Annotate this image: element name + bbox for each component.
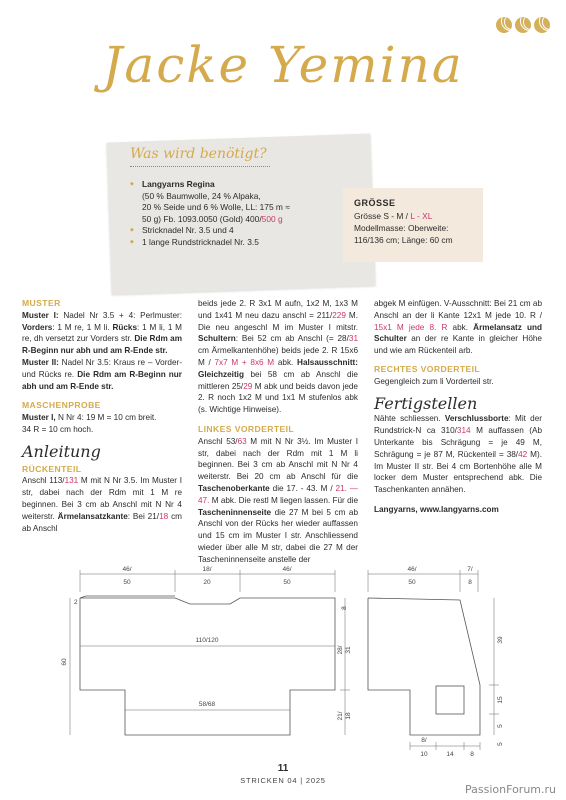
size-heading: GRÖSSE	[354, 198, 396, 208]
paragraph: Nähte schliessen. Verschlussborte: Mit der Rundstrick-N ca 310/314 M auffassen (Ab Unterkante bis Schrägung = je 49 M, Schrägung = je 87 M, Rückenteil = 38/42 M). Im Muster II str. Bei 4 cm Bortenhöhe alle M locker dem Muster entsprechend abk. Die Taschenkanten annähen.	[374, 414, 543, 495]
dimension-lines	[368, 570, 499, 750]
dim-label: 10	[420, 751, 428, 758]
page-number: 11	[277, 763, 289, 774]
size-values: Grösse S - M / L - XL	[354, 211, 433, 221]
section-heading: RÜCKENTEIL	[22, 463, 82, 474]
divider	[130, 166, 270, 167]
paragraph: Anschl 53/63 M mit N Nr 3½. Im Muster I str, dabei nach der Rdm mit 1 M li beginnen. Bei 3 cm ab Anschl mit N Nr 4 weiterstr. Bei 20 cm ab Anschl für die Taschenoberkante die 17. - 43. M / 21. — 47. M abk. Die restl M liegen lassen. Für die Tascheninnenseite die 27 M bei 5 cm ab Anschl von der Rücks her wieder auffassen und 15 cm im Muster I str. Anschliessend wieder über alle M str, dabei die 27 M der Tascheninnenseite anstelle der	[198, 436, 358, 564]
dim-label: 15	[497, 696, 504, 704]
schematic-diagram	[0, 560, 566, 760]
dim-label: 31	[345, 646, 352, 654]
dim-label: 58/68	[198, 701, 216, 708]
dim-label: 20	[203, 579, 211, 586]
dim-label: 21/	[337, 711, 344, 721]
paragraph: Gegengleich zum li Vorderteil str.	[374, 376, 494, 386]
dim-label: 7/	[467, 566, 473, 573]
back-piece-outline	[80, 596, 335, 735]
dim-label: 50	[408, 579, 416, 586]
list-item: ◆ Stricknadel Nr. 3.5 und 4	[130, 225, 350, 237]
paragraph: beids jede 2. R 3x1 M aufn, 1x2 M, 1x3 M und 1x41 M neu dazu anschl = 211/229 M. Die neu angeschl M im Muster I mitstr. Schultern: Bei 52 cm ab Anschl (= 28/31 cm Ärmelkantenhöhe) beids jede 2. R 15x6 M / 7x7 M + 8x6 M abk. Halsausschnitt: Gleichzeitig bei 58 cm ab Anschl die mittleren 25/29 M abk und beids davon jede 2. R noch 1x2 M und 1x1 M stufenlos abk (s. Wichtige Hinweise).	[198, 299, 358, 415]
yarn-ball-icon	[515, 17, 531, 33]
anleitung-heading: Anleitung	[22, 441, 101, 461]
paragraph: Muster I: Nadel Nr 3.5 + 4: Perlmuster: Vorders: 1 M re, 1 M li. Rücks: 1 M li, 1 M re, dh versetzt zur Vorders str. Die Rdm am R-Beginn nur abh und am R-Ende str.	[22, 310, 183, 356]
website-credit: Langyarns, www.langyarns.com	[374, 504, 499, 514]
publication-footer: STRICKEN 04 | 2025	[240, 776, 326, 785]
materials-heading: Was wird benötigt?	[130, 146, 267, 162]
dim-label: 50	[283, 579, 291, 586]
dim-label: 18	[345, 712, 352, 720]
watermark: PassionForum.ru	[465, 783, 556, 796]
dim-label: 2	[74, 599, 78, 606]
section-heading: MUSTER	[22, 298, 61, 308]
text-column-3	[374, 298, 542, 516]
dim-label: 39	[497, 636, 504, 644]
yarn-ball-icon	[534, 17, 550, 33]
paragraph: 34 R = 10 cm hoch.	[22, 424, 94, 434]
text-column-1	[22, 298, 182, 534]
section-heading: RECHTES VORDERTEIL	[374, 363, 481, 374]
dim-label: 18/	[202, 566, 212, 573]
dim-label: 14	[446, 751, 454, 758]
list-item: (50 % Baumwolle, 24 % Alpaka,	[142, 190, 261, 201]
list-item: ◆ Langyarns Regina	[130, 179, 350, 191]
yarn-balls-icon	[496, 17, 550, 33]
dim-label: 60	[61, 658, 68, 666]
page-title: Jacke Yemina	[102, 36, 464, 94]
list-item: ◆ 1 lange Rundstricknadel Nr. 3.5	[130, 237, 350, 249]
paragraph: Anschl 113/131 M mit N Nr 3.5. Im Muster I str, dabei nach der Rdm mit 1 M re beginnen. Bei 3 cm ab Anschl mit N Nr 4 weiterstr. Ärmelansatzkante: Bei 21/18 cm ab Anschl	[22, 476, 182, 533]
dim-label: 8/	[421, 737, 427, 744]
paragraph: Muster I, N Nr 4: 19 M = 10 cm breit.	[22, 413, 157, 423]
dim-label: 28/	[337, 645, 344, 655]
dim-label: 46/	[282, 566, 292, 573]
fertigstellen-heading: Fertigstellen	[374, 393, 478, 413]
materials-list	[130, 179, 350, 249]
size-box	[343, 188, 483, 262]
size-measure-line: 116/136 cm; Länge: 60 cm	[354, 235, 453, 245]
section-heading: MASCHENPROBE	[22, 400, 101, 411]
dim-label: 50	[123, 579, 131, 586]
text-column-2	[198, 298, 358, 566]
dimension-lines	[70, 570, 350, 735]
dim-label: 46/	[407, 566, 417, 573]
dim-label: 5	[497, 724, 504, 728]
dim-label: 8	[341, 606, 348, 610]
size-measure-line: Modellmasse: Oberweite:	[354, 223, 449, 233]
dim-label: 5	[497, 742, 504, 746]
dim-label: 46/	[122, 566, 132, 573]
list-item: 50 g) Fb. 1093.0050 (Gold) 400/500 g	[142, 213, 283, 224]
dim-label: 110/120	[195, 637, 219, 644]
list-item: 20 % Seide und 6 % Wolle, LL: 175 m ≈	[142, 202, 290, 213]
front-piece-outline	[368, 598, 480, 735]
dim-label: 8	[470, 751, 474, 758]
yarn-ball-icon	[496, 17, 512, 33]
paragraph: abgek M einfügen. V-Ausschnitt: Bei 21 cm ab Anschl an der li Kante 12x1 M jede 10. R / 15x1 M jede 8. R abk. Ärmelansatz und Schulter an der re Kante in gleicher Höhe und wie am Rückenteil arb.	[374, 299, 543, 356]
paragraph: Muster II: Nadel Nr 3.5: Kraus re – Vorder- und Rücks re. Die Rdm am R-Beginn nur abh und am R-Ende str.	[22, 357, 182, 391]
dim-label: 8	[468, 579, 472, 586]
section-heading: LINKES VORDERTEIL	[198, 423, 295, 434]
